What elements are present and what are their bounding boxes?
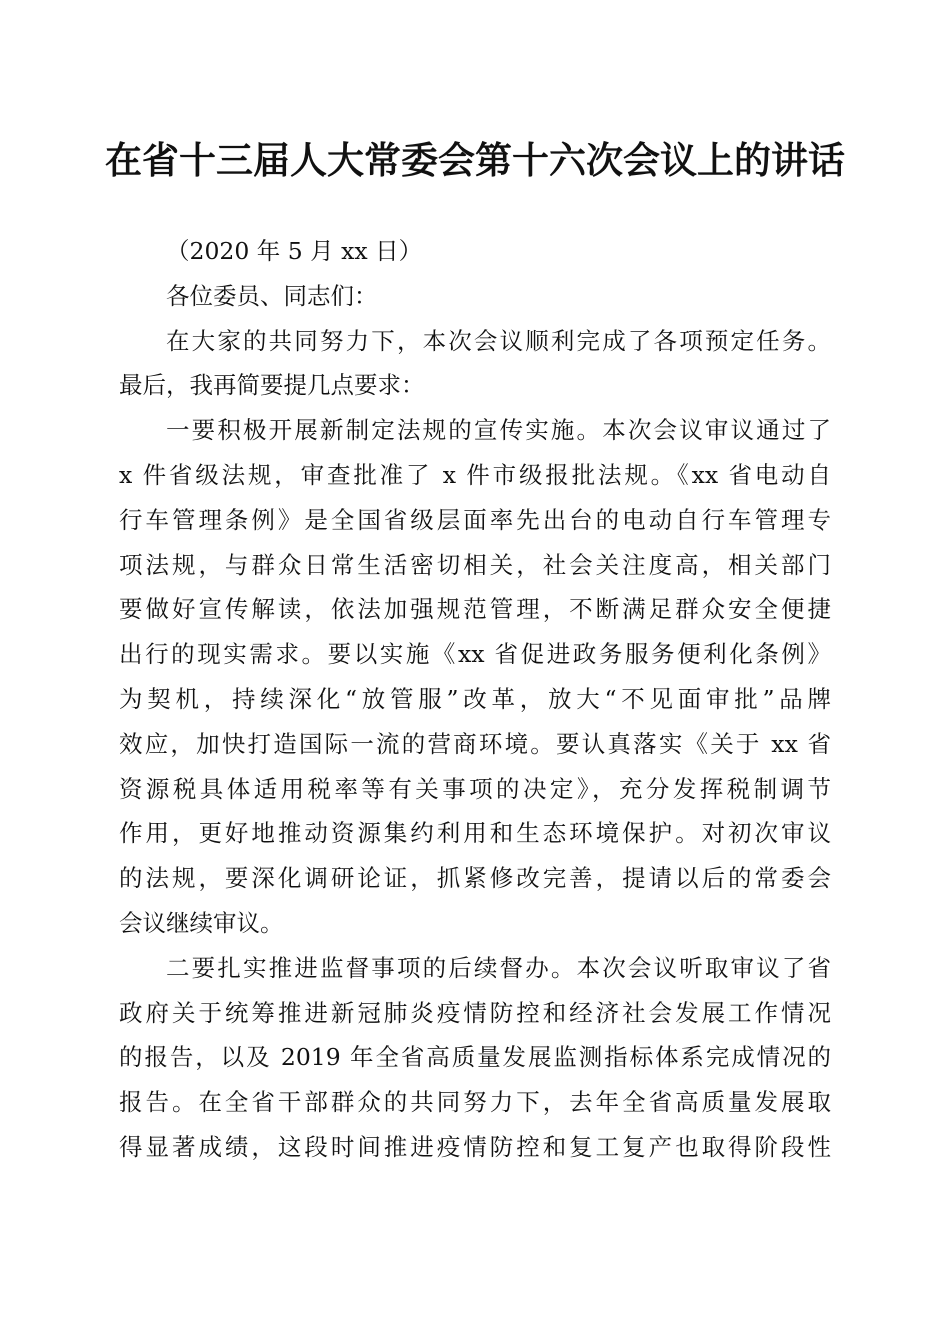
paragraph-line: 会议继续审议。 bbox=[119, 908, 284, 937]
paragraph-line: 出行的现实需求。要以实施《xx 省促进政务服务便利化条例》 bbox=[119, 640, 831, 669]
document-title: 在省十三届人大常委会第十六次会议上的讲话 bbox=[105, 138, 845, 182]
paragraph-line: 一要积极开展新制定法规的宣传实施。本次会议审议通过了 bbox=[166, 416, 831, 445]
paragraph-line: x 件省级法规，审查批准了 x 件市级报批法规。《xx 省电动自 bbox=[119, 460, 831, 489]
paragraph-line: 政府关于统筹推进新冠肺炎疫情防控和经济社会发展工作情况 bbox=[119, 998, 831, 1027]
paragraph-line: 要做好宣传解读，依法加强规范管理，不断满足群众安全便捷 bbox=[119, 595, 831, 624]
paragraph-line: 的报告，以及 2019 年全省高质量发展监测指标体系完成情况的 bbox=[119, 1043, 831, 1072]
paragraph-line: 二要扎实推进监督事项的后续督办。本次会议听取审议了省 bbox=[166, 953, 831, 982]
document-body bbox=[119, 229, 831, 1170]
paragraph-line: 报告。在全省干部群众的共同努力下，去年全省高质量发展取 bbox=[119, 1088, 831, 1117]
date-line: （2020 年 5 月 xx 日） bbox=[166, 237, 423, 265]
paragraph-line: 资源税具体适用税率等有关事项的决定》，充分发挥税制调节 bbox=[119, 774, 831, 803]
paragraph-line: 行车管理条例》是全国省级层面率先出台的电动自行车管理专 bbox=[119, 505, 831, 534]
paragraph-line: 效应，加快打造国际一流的营商环境。要认真落实《关于 xx 省 bbox=[119, 729, 831, 758]
paragraph-line: 项法规，与群众日常生活密切相关，社会关注度高，相关部门 bbox=[119, 550, 831, 579]
paragraph-line: 为契机，持续深化“放管服”改革，放大“不见面审批”品牌 bbox=[119, 684, 831, 713]
paragraph-line: 最后，我再简要提几点要求： bbox=[119, 371, 425, 400]
paragraph-line: 的法规，要深化调研论证，抓紧修改完善，提请以后的常委会 bbox=[119, 864, 831, 893]
paragraph-line: 得显著成绩，这段时间推进疫情防控和复工复产也取得阶段性 bbox=[119, 1132, 831, 1161]
paragraph-line: 在大家的共同努力下，本次会议顺利完成了各项预定任务。 bbox=[166, 326, 831, 355]
salutation: 各位委员、同志们： bbox=[166, 281, 378, 310]
paragraph-line: 作用，更好地推动资源集约利用和生态环境保护。对初次审议 bbox=[119, 819, 831, 848]
